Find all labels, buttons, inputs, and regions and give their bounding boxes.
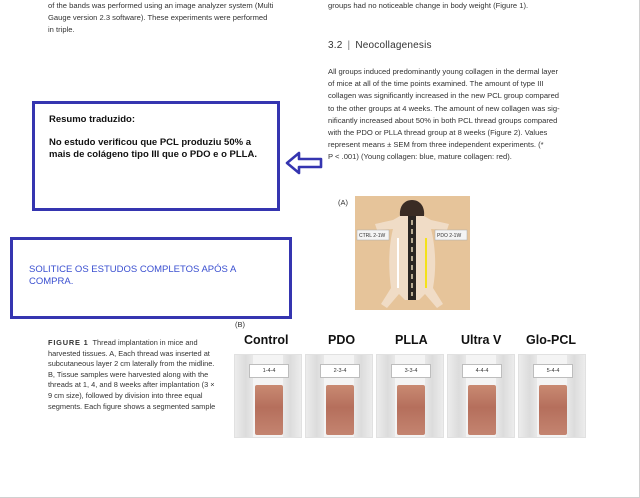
text-line: groups had no noticeable change in body weight (Figure 1). bbox=[328, 1, 529, 10]
group-label-pdo: PDO bbox=[328, 333, 356, 347]
group-label-glo-pcl: Glo-PCL bbox=[526, 333, 576, 347]
request-studies-text: SOLITICE OS ESTUDOS COMPLETOS APÓS A COMPRA. bbox=[29, 264, 236, 287]
summary-title: Resumo traduzido: bbox=[49, 114, 136, 125]
group-label-control: Control bbox=[244, 333, 289, 347]
section-title: Neocollagenesis bbox=[355, 40, 432, 51]
sample-tag: 2-3-4 bbox=[320, 364, 360, 378]
text-line: to the other groups at 4 weeks. The amount of new collagen was sig- bbox=[328, 103, 560, 113]
sample-tag: 1-4-4 bbox=[249, 364, 289, 378]
request-studies-box bbox=[10, 237, 292, 319]
text-line: collagen was significantly increased in the new PCL group compared bbox=[328, 91, 560, 101]
neocollagenesis-paragraph bbox=[328, 66, 619, 164]
right-column-top-text bbox=[328, 0, 618, 12]
mouse-illustration bbox=[355, 196, 470, 310]
tissue-sample-pdo bbox=[305, 354, 373, 438]
tissue-sample-ultra-v bbox=[447, 354, 515, 438]
section-heading bbox=[328, 40, 432, 51]
section-number: 3.2 bbox=[328, 40, 343, 51]
text-line: of the bands was performed using an image analyzer system (Multi bbox=[48, 1, 274, 10]
group-label-plla: PLLA bbox=[395, 333, 428, 347]
text-line: represent means ± SEM from three independent experiments. (* bbox=[328, 140, 544, 150]
tissue-sample-plla bbox=[376, 354, 444, 438]
sample-tag: 5-4-4 bbox=[533, 364, 573, 378]
sample-tag: 3-3-4 bbox=[391, 364, 431, 378]
figure-label: FIGURE 1 bbox=[48, 338, 89, 347]
panel-b-label: (B) bbox=[235, 320, 245, 329]
tissue-sample-glo-pcl bbox=[518, 354, 586, 438]
panel-a-label: (A) bbox=[338, 198, 348, 207]
mouse-label-left: CTRL 2-1W bbox=[359, 233, 386, 239]
group-label-ultra-v: Ultra V bbox=[461, 333, 502, 347]
text-line: Gauge version 2.3 software). These experiments were performed bbox=[48, 13, 268, 23]
left-column-text bbox=[48, 0, 333, 37]
tissue-sample-control bbox=[234, 354, 302, 438]
sample-tag: 4-4-4 bbox=[462, 364, 502, 378]
text-line: in triple. bbox=[48, 25, 75, 35]
figure-caption bbox=[48, 338, 218, 412]
text-line: of mice at all of the time points examined. The amount of type III bbox=[328, 79, 544, 89]
text-line: P < .001) (Young collagen: blue, mature collagen: red). bbox=[328, 152, 512, 162]
mouse-label-right: PDO 2-1W bbox=[437, 233, 462, 239]
text-line: with the PDO or PLLA thread group at 8 weeks (Figure 2). Values bbox=[328, 128, 548, 138]
caption-text: Thread implantation in mice and harvested tissues. A, Each thread was inserted at subcutaneous layer 2 cm laterally from the midline. B, Tissue samples were harvested along with the threads at 1, 4, and 8 weeks after implantation (3 × 9 cm size), followed by division into three equal segments. Each figure shows a segmented sample bbox=[48, 338, 216, 411]
section-separator: | bbox=[347, 40, 351, 51]
text-line: nificantly increased about 50% in both PCL thread groups compared bbox=[328, 115, 558, 125]
translated-summary-box bbox=[32, 101, 280, 211]
mouse-thread-photo bbox=[355, 196, 470, 310]
text-line: All groups induced predominantly young collagen in the dermal layer bbox=[328, 67, 559, 76]
left-arrow-icon bbox=[284, 150, 324, 176]
summary-body: No estudo verificou que PCL produziu 50% a mais de colágeno tipo III que o PDO e o PLLA. bbox=[49, 137, 257, 160]
